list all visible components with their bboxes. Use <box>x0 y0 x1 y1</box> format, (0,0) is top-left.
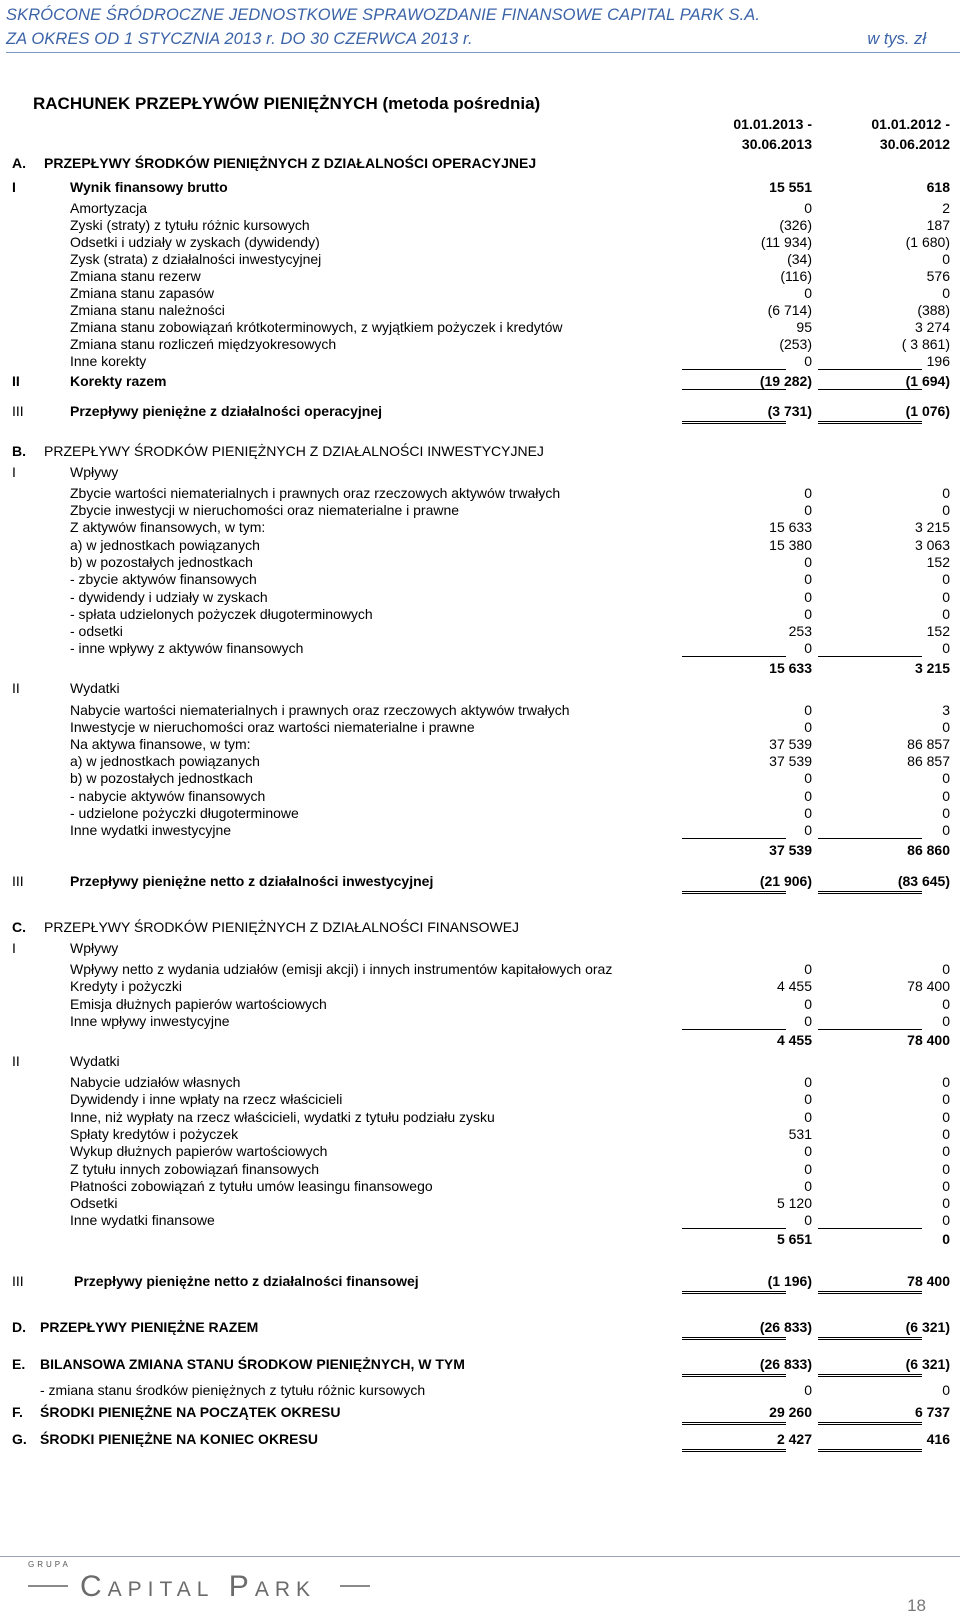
value-2012: 0 <box>942 1091 950 1107</box>
row-number: F. <box>12 1404 23 1420</box>
row-label: Zmiana stanu rozliczeń międzyokresowych <box>70 336 337 352</box>
column-header-2013-line1: 01.01.2013 - <box>733 116 812 132</box>
row-label: Wpływy <box>70 464 119 480</box>
value-2012: 0 <box>942 1178 950 1194</box>
value-2012: 86 860 <box>907 842 950 858</box>
column-header-2012-line1: 01.01.2012 - <box>871 116 950 132</box>
statement-title: RACHUNEK PRZEPŁYWÓW PIENIĘŻNYCH (metoda pośrednia) <box>33 94 541 113</box>
row-label: Przepływy pieniężne netto z działalności finansowej <box>74 1273 419 1289</box>
value-2013: (1 196) <box>767 1273 812 1289</box>
table-row <box>0 154 960 172</box>
value-2013: (21 906) <box>759 873 812 889</box>
table-row <box>0 804 960 822</box>
value-2013: (3 731) <box>767 403 812 419</box>
table-row <box>0 518 960 536</box>
value-2013: 0 <box>804 589 812 605</box>
value-2013: 0 <box>804 805 812 821</box>
row-label: a) w jednostkach powiązanych <box>70 753 260 769</box>
column-header-2013-line2: 30.06.2013 <box>741 136 812 152</box>
row-label: Z tytułu innych zobowiązań finansowych <box>70 1161 320 1177</box>
value-2013: 0 <box>804 822 812 838</box>
table-row <box>0 1272 960 1290</box>
row-label: - udzielone pożyczki długoterminowe <box>70 805 299 821</box>
value-2013: (34) <box>787 251 812 267</box>
report-header-line1: SKRÓCONE ŚRÓDROCZNE JEDNOSTKOWE SPRAWOZDANIE FINANSOWE CAPITAL PARK S.A. <box>6 6 761 24</box>
value-2012: 618 <box>926 179 950 195</box>
row-label: BILANSOWA ZMIANA STANU ŚRODKOW PIENIĘŻNYCH, W TYM <box>40 1356 465 1372</box>
total-double-rule <box>682 1291 786 1294</box>
table-row <box>0 1403 960 1421</box>
row-label: - odsetki <box>70 623 123 639</box>
row-label: Dywidendy i inne wpłaty na rzecz właścicieli <box>70 1091 343 1107</box>
value-2012: 2 <box>942 200 950 216</box>
underline-rule <box>818 1228 922 1229</box>
table-row <box>0 199 960 217</box>
row-number: C. <box>12 919 26 935</box>
row-number: I <box>12 179 16 195</box>
table-row <box>0 1073 960 1091</box>
value-2013: 0 <box>804 554 812 570</box>
total-double-rule <box>818 1422 922 1425</box>
value-2013: 0 <box>804 1382 812 1398</box>
row-label: - spłata udzielonych pożyczek długoterminowych <box>70 606 373 622</box>
value-2013: 0 <box>804 1212 812 1228</box>
total-double-rule <box>818 421 922 424</box>
table-row <box>0 718 960 736</box>
unit-label: w tys. zł <box>867 30 926 48</box>
row-label: PRZEPŁYWY PIENIĘŻNE RAZEM <box>40 1319 259 1335</box>
value-2013: (19 282) <box>759 373 812 389</box>
table-row <box>0 301 960 319</box>
value-2012: 86 857 <box>907 736 950 752</box>
row-label: Zysk (strata) z działalności inwestycyjnej <box>70 251 322 267</box>
table-row <box>0 501 960 519</box>
table-row <box>0 216 960 234</box>
value-2013: 0 <box>804 1091 812 1107</box>
table-row <box>0 639 960 657</box>
total-double-rule <box>818 1449 922 1452</box>
underline-rule <box>818 656 922 657</box>
row-label: ŚRODKI PIENIĘŻNE NA POCZĄTEK OKRESU <box>40 1404 341 1420</box>
row-label: PRZEPŁYWY ŚRODKÓW PIENIĘŻNYCH Z DZIAŁALNOŚCI OPERACYJNEJ <box>44 155 537 171</box>
table-row <box>0 872 960 890</box>
page-number: 18 <box>907 1596 926 1615</box>
row-label: Wpływy netto z wydania udziałów (emisji akcji) i innych instrumentów kapitałowych oraz <box>70 961 613 977</box>
table-row <box>0 1160 960 1178</box>
value-2012: 0 <box>942 502 950 518</box>
row-number: II <box>12 1053 20 1069</box>
row-number: E. <box>12 1356 26 1372</box>
row-number: G. <box>12 1431 27 1447</box>
value-2013: (26 833) <box>759 1356 812 1372</box>
row-label: Wydatki <box>70 680 120 696</box>
table-row <box>0 1430 960 1448</box>
value-2012: 6 737 <box>914 1404 950 1420</box>
report-header-line2: ZA OKRES OD 1 STYCZNIA 2013 r. DO 30 CZERWCA 2013 r. <box>6 30 473 48</box>
row-label: Korekty razem <box>70 373 167 389</box>
value-2012: 0 <box>942 996 950 1012</box>
table-row <box>0 1230 960 1248</box>
underline-rule <box>682 369 786 370</box>
table-row <box>0 1142 960 1160</box>
value-2013: (116) <box>780 268 812 284</box>
table-row <box>0 679 960 697</box>
value-2012: 196 <box>926 353 950 369</box>
footer-divider <box>0 1556 960 1557</box>
value-2012: 3 215 <box>914 519 950 535</box>
row-label: - dywidendy i udziały w zyskach <box>70 589 268 605</box>
value-2013: 531 <box>788 1126 812 1142</box>
table-row <box>0 352 960 370</box>
value-2013: 0 <box>804 1109 812 1125</box>
value-2012: 0 <box>942 822 950 838</box>
table-row <box>0 250 960 268</box>
column-header-2012-line2: 30.06.2012 <box>879 136 950 152</box>
underline-rule <box>682 1228 786 1229</box>
value-2012: 0 <box>942 571 950 587</box>
value-2012: (1 076) <box>905 403 950 419</box>
value-2013: 0 <box>804 640 812 656</box>
value-2012: 152 <box>926 554 950 570</box>
row-label: Zyski (straty) z tytułu różnic kursowych <box>70 217 310 233</box>
table-row <box>0 178 960 196</box>
value-2013: 0 <box>804 1143 812 1159</box>
table-row <box>0 939 960 957</box>
table-row <box>0 622 960 640</box>
logo-bar-right <box>340 1585 370 1587</box>
table-row <box>0 1108 960 1126</box>
table-row <box>0 463 960 481</box>
value-2012: (1 694) <box>905 373 950 389</box>
row-label: b) w pozostałych jednostkach <box>70 554 253 570</box>
table-row <box>0 841 960 859</box>
value-2012: (6 321) <box>905 1319 950 1335</box>
total-double-rule <box>682 1374 786 1377</box>
header-divider <box>6 52 960 53</box>
column-header-2012 <box>871 116 950 152</box>
value-2013: 37 539 <box>769 753 812 769</box>
row-label: Odsetki i udziały w zyskach (dywidendy) <box>70 234 320 250</box>
value-2013: 15 633 <box>769 519 812 535</box>
value-2013: 0 <box>804 571 812 587</box>
value-2012: (6 321) <box>905 1356 950 1372</box>
value-2013: 0 <box>804 1013 812 1029</box>
row-number: II <box>12 373 20 389</box>
value-2013: 0 <box>804 285 812 301</box>
table-row <box>0 318 960 336</box>
table-row <box>0 918 960 936</box>
value-2012: 78 400 <box>907 1032 950 1048</box>
table-row <box>0 995 960 1013</box>
value-2012: 0 <box>942 1212 950 1228</box>
row-label: Odsetki <box>70 1195 118 1211</box>
row-label: PRZEPŁYWY ŚRODKÓW PIENIĘŻNYCH Z DZIAŁALNOŚCI INWESTYCYJNEJ <box>44 443 544 459</box>
value-2012: 0 <box>942 251 950 267</box>
value-2012: 0 <box>942 788 950 804</box>
table-row <box>0 284 960 302</box>
row-number: III <box>12 1273 24 1289</box>
value-2013: 253 <box>788 623 812 639</box>
value-2013: 37 539 <box>769 736 812 752</box>
underline-rule <box>818 369 922 370</box>
value-2012: 0 <box>942 961 950 977</box>
value-2012: 416 <box>926 1431 950 1447</box>
table-row <box>0 570 960 588</box>
row-label: Zmiana stanu należności <box>70 302 225 318</box>
value-2013: 29 260 <box>769 1404 812 1420</box>
value-2013: (326) <box>779 217 812 233</box>
value-2012: 0 <box>942 1143 950 1159</box>
value-2013: 5 651 <box>776 1231 812 1247</box>
row-label: Zbycie wartości niematerialnych i prawnych oraz rzeczowych aktywów trwałych <box>70 485 561 501</box>
row-label: Przepływy pieniężne z działalności operacyjnej <box>70 403 382 419</box>
table-row <box>0 659 960 677</box>
value-2013: 4 455 <box>776 978 812 994</box>
value-2012: (388) <box>917 302 950 318</box>
row-label: - zbycie aktywów finansowych <box>70 571 257 587</box>
row-label: Inne wydatki inwestycyjne <box>70 822 232 838</box>
table-row <box>0 769 960 787</box>
value-2012: 0 <box>942 640 950 656</box>
row-label: Zmiana stanu rezerw <box>70 268 201 284</box>
underline-rule <box>818 1029 922 1030</box>
value-2012: 3 274 <box>914 319 950 335</box>
value-2012: 0 <box>942 805 950 821</box>
row-label: Inne korekty <box>70 353 147 369</box>
table-row <box>0 1318 960 1336</box>
total-double-rule <box>682 1337 786 1340</box>
value-2013: 0 <box>804 1074 812 1090</box>
row-label: Emisja dłużnych papierów wartościowych <box>70 996 327 1012</box>
table-row <box>0 1355 960 1373</box>
value-2013: 5 120 <box>776 1195 812 1211</box>
value-2013: 0 <box>804 502 812 518</box>
value-2012: 0 <box>942 1161 950 1177</box>
value-2012: 0 <box>942 1382 950 1398</box>
table-row <box>0 1090 960 1108</box>
value-2012: 0 <box>942 589 950 605</box>
value-2012: 0 <box>942 1231 950 1247</box>
total-double-rule <box>818 1291 922 1294</box>
value-2012: 0 <box>942 1109 950 1125</box>
underline-rule <box>818 838 922 839</box>
row-number: I <box>12 940 16 956</box>
row-label: Z aktywów finansowych, w tym: <box>70 519 266 535</box>
total-double-rule <box>682 1422 786 1425</box>
value-2013: 95 <box>796 319 812 335</box>
row-number: B. <box>12 443 26 459</box>
table-row <box>0 442 960 460</box>
table-row <box>0 233 960 251</box>
value-2013: 0 <box>804 200 812 216</box>
underline-rule <box>818 389 922 390</box>
value-2012: 78 400 <box>907 978 950 994</box>
value-2012: 576 <box>926 268 950 284</box>
row-label: Zbycie inwestycji w nieruchomości oraz niematerialne i prawne <box>70 502 460 518</box>
row-number: I <box>12 464 16 480</box>
table-row <box>0 787 960 805</box>
row-label: Inwestycje w nieruchomości oraz wartości niematerialne i prawne <box>70 719 475 735</box>
value-2012: 3 <box>942 702 950 718</box>
table-row <box>0 605 960 623</box>
capital-park-logo: Capital Park <box>80 1570 316 1603</box>
total-double-rule <box>682 421 786 424</box>
underline-rule <box>682 1029 786 1030</box>
value-2012: 152 <box>926 623 950 639</box>
value-2012: 78 400 <box>907 1273 950 1289</box>
value-2013: 0 <box>804 719 812 735</box>
table-row <box>0 735 960 753</box>
table-row <box>0 402 960 420</box>
table-row <box>0 1194 960 1212</box>
row-label: b) w pozostałych jednostkach <box>70 770 253 786</box>
value-2013: 0 <box>804 961 812 977</box>
value-2012: (1 680) <box>905 234 950 250</box>
row-label: Kredyty i pożyczki <box>70 978 183 994</box>
row-number: A. <box>12 155 26 171</box>
table-row <box>0 536 960 554</box>
table-row <box>0 1125 960 1143</box>
row-label: a) w jednostkach powiązanych <box>70 537 260 553</box>
value-2012: 0 <box>942 770 950 786</box>
value-2012: 86 857 <box>907 753 950 769</box>
value-2013: 15 633 <box>769 660 812 676</box>
value-2012: 0 <box>942 1195 950 1211</box>
value-2013: 0 <box>804 1161 812 1177</box>
row-label: - inne wpływy z aktywów finansowych <box>70 640 304 656</box>
row-label: Zmiana stanu zapasów <box>70 285 214 301</box>
underline-rule <box>682 389 786 390</box>
table-row <box>0 960 960 978</box>
table-row <box>0 1052 960 1070</box>
table-row <box>0 1211 960 1229</box>
row-label: Amortyzacja <box>70 200 148 216</box>
table-row <box>0 1031 960 1049</box>
value-2013: 15 551 <box>769 179 812 195</box>
value-2013: (6 714) <box>767 302 812 318</box>
row-number: III <box>12 403 24 419</box>
value-2012: 0 <box>942 1013 950 1029</box>
total-double-rule <box>818 1374 922 1377</box>
row-label: Wykup dłużnych papierów wartościowych <box>70 1143 328 1159</box>
table-row <box>0 267 960 285</box>
total-double-rule <box>682 891 786 894</box>
value-2013: 0 <box>804 702 812 718</box>
value-2012: (83 645) <box>897 873 950 889</box>
value-2013: 0 <box>804 788 812 804</box>
row-label: Spłaty kredytów i pożyczek <box>70 1126 239 1142</box>
row-label: Zmiana stanu zobowiązań krótkoterminowych, z wyjątkiem pożyczek i kredytów <box>70 319 563 335</box>
table-row <box>0 335 960 353</box>
value-2013: 37 539 <box>769 842 812 858</box>
value-2013: 2 427 <box>776 1431 812 1447</box>
value-2013: 0 <box>804 770 812 786</box>
row-label: Wydatki <box>70 1053 120 1069</box>
value-2012: 3 063 <box>914 537 950 553</box>
value-2013: 0 <box>804 485 812 501</box>
row-label: Wpływy <box>70 940 119 956</box>
value-2013: (253) <box>779 336 812 352</box>
row-number: III <box>12 873 24 889</box>
table-row <box>0 1177 960 1195</box>
value-2012: 3 215 <box>914 660 950 676</box>
table-row <box>0 553 960 571</box>
value-2013: 0 <box>804 606 812 622</box>
table-row <box>0 1381 960 1399</box>
value-2012: 0 <box>942 606 950 622</box>
logo-group-text: GRUPA <box>28 1560 71 1569</box>
value-2013: 4 455 <box>776 1032 812 1048</box>
row-label: Inne wydatki finansowe <box>70 1212 215 1228</box>
column-header-2013 <box>733 116 812 152</box>
row-label: Na aktywa finansowe, w tym: <box>70 736 251 752</box>
value-2013: 0 <box>804 1178 812 1194</box>
value-2013: 0 <box>804 996 812 1012</box>
row-label: Nabycie udziałów własnych <box>70 1074 241 1090</box>
table-row <box>0 977 960 995</box>
row-label: Przepływy pieniężne netto z działalności inwestycyjnej <box>70 873 434 889</box>
row-label: Inne wpływy inwestycyjne <box>70 1013 230 1029</box>
row-label: - zmiana stanu środków pieniężnych z tytułu różnic kursowych <box>40 1382 426 1398</box>
row-label: Nabycie wartości niematerialnych i prawnych oraz rzeczowych aktywów trwałych <box>70 702 570 718</box>
value-2012: ( 3 861) <box>901 336 950 352</box>
row-label: Płatności zobowiązań z tytułu umów leasingu finansowego <box>70 1178 433 1194</box>
value-2012: 0 <box>942 285 950 301</box>
table-row <box>0 701 960 719</box>
value-2013: 15 380 <box>769 537 812 553</box>
underline-rule <box>682 838 786 839</box>
value-2012: 0 <box>942 485 950 501</box>
value-2013: (11 934) <box>760 234 812 250</box>
row-number: D. <box>12 1319 26 1335</box>
value-2013: 0 <box>804 353 812 369</box>
total-double-rule <box>818 891 922 894</box>
value-2012: 187 <box>926 217 950 233</box>
value-2013: (26 833) <box>759 1319 812 1335</box>
row-label: ŚRODKI PIENIĘŻNE NA KONIEC OKRESU <box>40 1431 318 1447</box>
row-label: Wynik finansowy brutto <box>70 179 228 195</box>
value-2012: 0 <box>942 1074 950 1090</box>
table-row <box>0 1012 960 1030</box>
value-2012: 0 <box>942 719 950 735</box>
table-row <box>0 588 960 606</box>
row-label: PRZEPŁYWY ŚRODKÓW PIENIĘŻNYCH Z DZIAŁALNOŚCI FINANSOWEJ <box>44 919 520 935</box>
total-double-rule <box>682 1449 786 1452</box>
total-double-rule <box>818 1337 922 1340</box>
row-label: Inne, niż wypłaty na rzecz właścicieli, wydatki z tytułu podziału zysku <box>70 1109 495 1125</box>
row-label: - nabycie aktywów finansowych <box>70 788 266 804</box>
logo-bar-left <box>28 1585 68 1587</box>
table-row <box>0 752 960 770</box>
table-row <box>0 821 960 839</box>
row-number: II <box>12 680 20 696</box>
underline-rule <box>682 656 786 657</box>
value-2012: 0 <box>942 1126 950 1142</box>
table-row <box>0 372 960 390</box>
table-row <box>0 484 960 502</box>
